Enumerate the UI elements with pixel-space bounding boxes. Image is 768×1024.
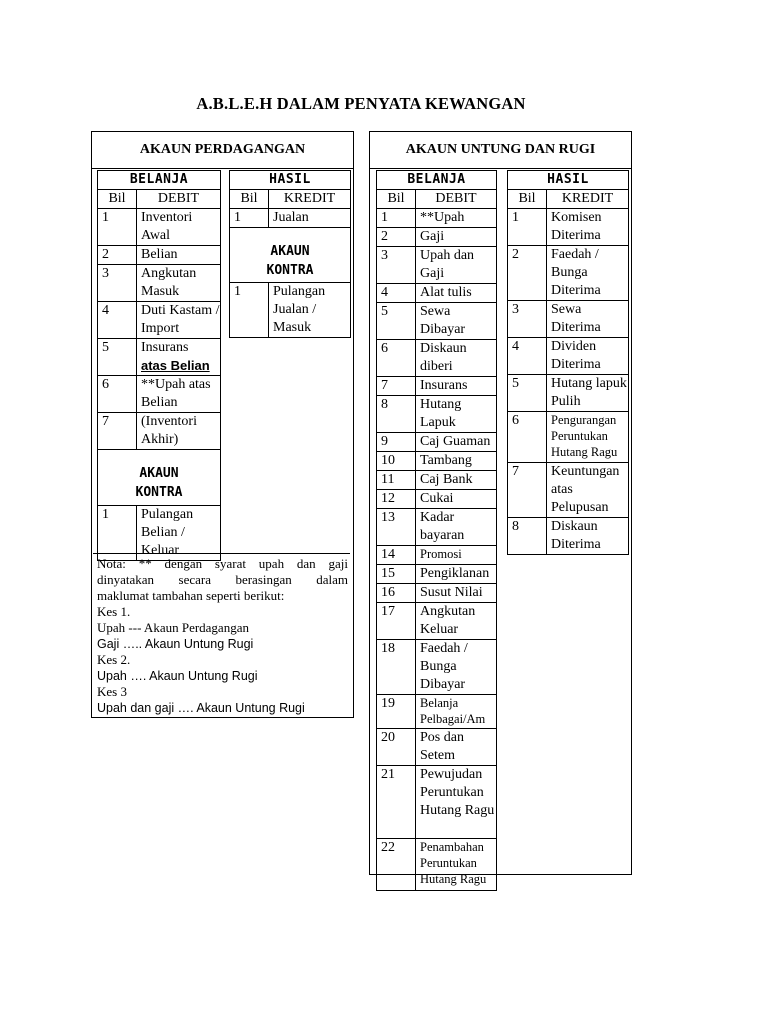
row-no: 4 [377, 284, 416, 303]
row-no: 8 [508, 518, 547, 555]
row-text: Promosi [416, 546, 497, 565]
hasil-label: HASIL [508, 171, 629, 190]
row-no: 1 [98, 209, 137, 246]
row-text: Duti Kastam / Import [137, 302, 221, 339]
row-no: 15 [377, 565, 416, 584]
row-no: 6 [377, 340, 416, 377]
belanja-label: BELANJA [377, 171, 497, 190]
row-no: 5 [508, 375, 547, 412]
row-no: 4 [98, 302, 137, 339]
nota-line: Upah …. Akaun Untung Rugi [97, 669, 258, 683]
row-text: Caj Guaman [416, 433, 497, 452]
row-no: 2 [98, 246, 137, 265]
belanja-label: BELANJA [98, 171, 221, 190]
row-no: 7 [508, 463, 547, 518]
kontra-label: AKAUN [139, 466, 179, 481]
row-text: Sewa Diterima [547, 301, 629, 338]
perdagangan-heading: AKAUN PERDAGANGAN [91, 131, 354, 169]
col-kredit: KREDIT [269, 190, 351, 209]
row-text: Diskaun Diterima [547, 518, 629, 555]
row-no: 12 [377, 490, 416, 509]
row-text: Tambang [416, 452, 497, 471]
perdagangan-belanja-table [97, 170, 221, 561]
row-text: **Upah [416, 209, 497, 228]
kontra-label: KONTRA [135, 485, 183, 500]
row-no: 6 [508, 412, 547, 463]
row-text: Pewujudan Peruntukan Hutang Ragu [416, 766, 497, 839]
row-no: 1 [230, 283, 269, 338]
row-no: 19 [377, 695, 416, 729]
hasil-label: HASIL [230, 171, 351, 190]
row-no: 17 [377, 603, 416, 640]
row-text: Alat tulis [416, 284, 497, 303]
row-text: Komisen Diterima [547, 209, 629, 246]
row-text: Caj Bank [416, 471, 497, 490]
col-bil: Bil [377, 190, 416, 209]
untung-rugi-belanja-table [376, 170, 497, 891]
row-no: 5 [98, 339, 137, 376]
row-no: 3 [98, 265, 137, 302]
row-text: Pulangan Belian / Keluar [137, 506, 221, 561]
row-text: Hutang Lapuk [416, 396, 497, 433]
row-text-underlined: atas Belian [141, 358, 210, 373]
nota-line: dinyatakan secara berasingan dalam [97, 572, 348, 587]
nota-line: Kes 2. [97, 652, 131, 667]
row-text: Sewa Dibayar [416, 303, 497, 340]
row-no: 11 [377, 471, 416, 490]
row-no: 7 [377, 377, 416, 396]
row-no: 7 [98, 413, 137, 450]
row-text: Pos dan Setem [416, 729, 497, 766]
col-debit: DEBIT [416, 190, 497, 209]
nota-line: maklumat tambahan seperti berikut: [97, 588, 285, 603]
row-text: Upah dan Gaji [416, 247, 497, 284]
row-text: Belian [137, 246, 221, 265]
kontra-label: KONTRA [266, 263, 314, 278]
col-bil: Bil [98, 190, 137, 209]
row-text: (Inventori Akhir) [137, 413, 221, 450]
row-text: Faedah / Bunga Diterima [547, 246, 629, 301]
nota-line: Gaji ….. Akaun Untung Rugi [97, 637, 254, 651]
row-text: Pulangan Jualan / Masuk [269, 283, 351, 338]
row-text: Faedah / Bunga Dibayar [416, 640, 497, 695]
nota-line: Kes 1. [97, 604, 131, 619]
row-no: 9 [377, 433, 416, 452]
row-text: Inventori Awal [137, 209, 221, 246]
row-text: Gaji [416, 228, 497, 247]
row-no: 5 [377, 303, 416, 340]
row-text: Belanja Pelbagai/Am [416, 695, 497, 729]
row-no: 21 [377, 766, 416, 839]
row-no: 6 [98, 376, 137, 413]
nota-line: Upah dan gaji …. Akaun Untung Rugi [97, 701, 305, 715]
row-text: Angkutan Keluar [416, 603, 497, 640]
col-bil: Bil [508, 190, 547, 209]
row-no: 14 [377, 546, 416, 565]
row-no: 13 [377, 509, 416, 546]
row-text: Penambahan Peruntukan Hutang Ragu [416, 839, 497, 891]
row-no: 16 [377, 584, 416, 603]
row-no: 8 [377, 396, 416, 433]
row-no: 10 [377, 452, 416, 471]
nota-line: Upah --- Akaun Perdagangan [97, 620, 249, 635]
row-text: Pengurangan Peruntukan Hutang Ragu [547, 412, 629, 463]
row-text: Kadar bayaran [416, 509, 497, 546]
kontra-label: AKAUN [270, 244, 310, 259]
row-text: Angkutan Masuk [137, 265, 221, 302]
row-no: 1 [377, 209, 416, 228]
col-bil: Bil [230, 190, 269, 209]
row-no: 18 [377, 640, 416, 695]
untung-rugi-hasil-table [507, 170, 629, 555]
col-debit: DEBIT [137, 190, 221, 209]
row-no: 3 [508, 301, 547, 338]
row-no: 2 [508, 246, 547, 301]
untung-rugi-heading: AKAUN UNTUNG DAN RUGI [369, 131, 632, 169]
row-no: 1 [98, 506, 137, 561]
row-text: Keuntungan atas Pelupusan [547, 463, 629, 518]
row-no: 3 [377, 247, 416, 284]
nota-line: Nota: ** dengan syarat upah dan gaji [97, 556, 348, 571]
row-no: 22 [377, 839, 416, 891]
row-text: Insurans [141, 340, 189, 355]
row-text: **Upah atas Belian [137, 376, 221, 413]
row-text: Pengiklanan [416, 565, 497, 584]
nota-line: Kes 3 [97, 684, 127, 699]
perdagangan-hasil-table [229, 170, 351, 338]
row-no: 20 [377, 729, 416, 766]
nota-section [93, 553, 350, 716]
row-text: Diskaun diberi [416, 340, 497, 377]
row-no: 1 [508, 209, 547, 246]
row-text: Susut Nilai [416, 584, 497, 603]
row-no: 2 [377, 228, 416, 247]
row-text: Jualan [269, 209, 351, 228]
page-title: A.B.L.E.H DALAM PENYATA KEWANGAN [196, 94, 526, 113]
row-no: 4 [508, 338, 547, 375]
row-text: Dividen Diterima [547, 338, 629, 375]
row-text: Insurans [416, 377, 497, 396]
col-kredit: KREDIT [547, 190, 629, 209]
row-text: Cukai [416, 490, 497, 509]
row-no: 1 [230, 209, 269, 228]
row-text: Hutang lapuk Pulih [547, 375, 629, 412]
